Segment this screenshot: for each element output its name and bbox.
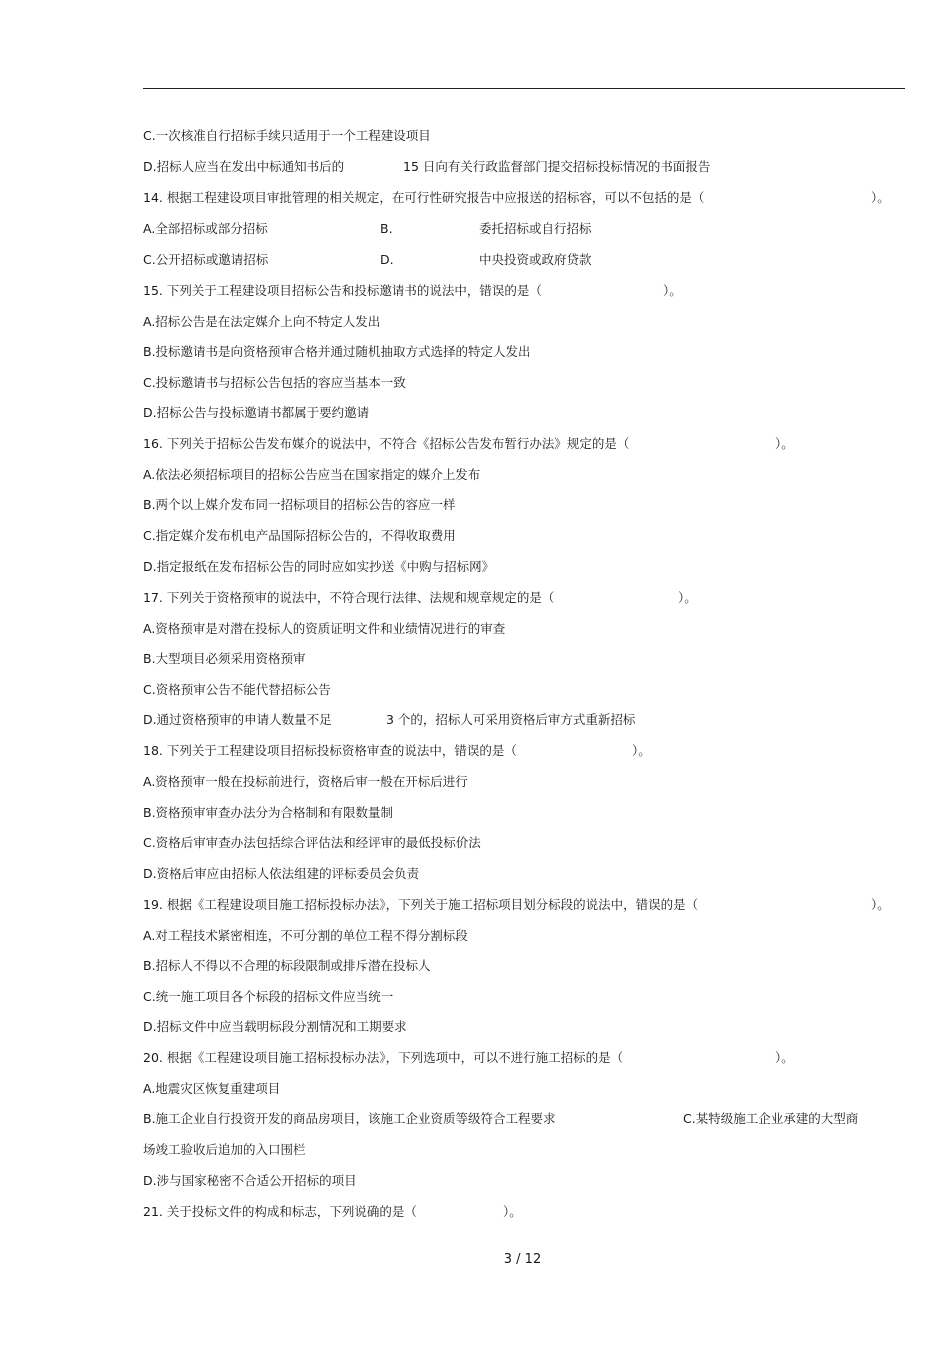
option-b-label: B. (380, 221, 393, 236)
question-stem: 19. 根据《工程建设项目施工招标投标办法》，下列关于施工招标项目划分标段的说法中，错误的是（ (143, 897, 699, 912)
option-d: D.通过资格预审的申请人数量不足 (143, 712, 332, 727)
option-a: A.招标公告是在法定媒介上向不特定人发出 (143, 314, 381, 329)
question-stem: 20. 根据《工程建设项目施工招标投标办法》，下列选项中，可以不进行施工招标的是（ (143, 1050, 624, 1065)
text-line (143, 1173, 357, 1189)
option-d: D.招标公告与投标邀请书都属于要约邀请 (143, 405, 370, 420)
option-a: A.资格预审一般在投标前进行，资格后审一般在开标后进行 (143, 774, 468, 789)
option-d-continued: 3 个的，招标人可采用资格后审方式重新招标 (386, 712, 636, 727)
option-a: A.依法必须招标项目的招标公告应当在国家指定的媒介上发布 (143, 467, 481, 482)
question-stem: 16. 下列关于招标公告发布媒介的说法中，不符合《招标公告发布暂行办法》规定的是（ (143, 436, 630, 451)
option-d-text: 中央投资或政府贷款 (479, 252, 592, 267)
answer-bracket-close: ）。 (678, 590, 697, 605)
text-line (143, 405, 369, 421)
header-rule (143, 88, 905, 89)
option-b-text: 委托招标或自行招标 (479, 221, 592, 236)
text-line (143, 497, 456, 513)
option-b: B.大型项目必须采用资格预审 (143, 651, 306, 666)
text-line (143, 1019, 407, 1035)
text-line (143, 528, 456, 544)
text-line (143, 344, 531, 360)
option-b: B.资格预审审查办法分为合格制和有限数量制 (143, 805, 394, 820)
option-c: C.投标邀请书与招标公告包括的容应当基本一致 (143, 375, 406, 390)
option-d: D.资格后审应由招标人依法组建的评标委员会负责 (143, 866, 420, 881)
option-b: B.投标邀请书是向资格预审合格并通过随机抽取方式选择的特定人发出 (143, 344, 531, 359)
option-a: A.对工程技术紧密相连，不可分割的单位工程不得分割标段 (143, 928, 468, 943)
text-line (143, 651, 306, 667)
option-c: C.公开招标或邀请招标 (143, 252, 269, 267)
text-line (143, 774, 468, 790)
text-line (143, 682, 331, 698)
option-c: C.某特级施工企业承建的大型商 (683, 1111, 859, 1126)
option-c-continued: 场竣工验收后追加的入口围栏 (143, 1142, 306, 1157)
text-line (143, 958, 431, 974)
text-line (143, 1142, 306, 1158)
option-b: B.两个以上媒介发布同一招标项目的招标公告的容应一样 (143, 497, 456, 512)
answer-bracket-close: ）。 (775, 1050, 794, 1065)
option-a: A.全部招标或部分招标 (143, 221, 268, 236)
option-a: A.资格预审是对潜在投标人的资质证明文件和业绩情况进行的审查 (143, 621, 506, 636)
text-line (143, 928, 468, 944)
question-stem: 14. 根据工程建设项目审批管理的相关规定，在可行性研究报告中应报送的招标容，可以不包括的是（ (143, 190, 705, 205)
option-b: B.施工企业自行投资开发的商品房项目，该施工企业资质等级符合工程要求 (143, 1111, 556, 1126)
answer-bracket-close: ）。 (775, 436, 794, 451)
line-text: C.一次核准自行招标手续只适用于一个工程建设项目 (143, 128, 431, 143)
option-d-label: D. (380, 252, 394, 267)
text-line (143, 621, 505, 637)
question-stem: 17. 下列关于资格预审的说法中，不符合现行法律、法规和规章规定的是（ (143, 590, 555, 605)
option-c: C.指定媒介发布机电产品国际招标公告的，不得收取费用 (143, 528, 456, 543)
text-line (143, 866, 419, 882)
option-d: D.招标文件中应当载明标段分割情况和工期要求 (143, 1019, 407, 1034)
text-line (143, 1081, 280, 1097)
option-d: D.指定报纸在发布招标公告的同时应如实抄送《中购与招标网》 (143, 559, 495, 574)
text-line (143, 805, 393, 821)
answer-bracket-close: ）。 (632, 743, 651, 758)
question-stem: 15. 下列关于工程建设项目招标公告和投标邀请书的说法中，错误的是（ (143, 283, 542, 298)
option-d: D.涉与国家秘密不合适公开招标的项目 (143, 1173, 357, 1188)
text-line (143, 375, 406, 391)
answer-bracket-close: ）。 (503, 1204, 522, 1219)
text-line (143, 467, 480, 483)
option-a: A.地震灾区恢复重建项目 (143, 1081, 281, 1096)
answer-bracket-close: ）。 (663, 283, 682, 298)
answer-bracket-close: ）。 (871, 190, 890, 205)
page-number: 3 / 12 (503, 1252, 542, 1267)
line-text: D.招标人应当在发出中标通知书后的 (143, 159, 345, 174)
text-line (143, 314, 380, 330)
line-text: 15 日向有关行政监督部门提交招标投标情况的书面报告 (403, 159, 711, 174)
option-c: C.资格预审公告不能代替招标公告 (143, 682, 331, 697)
text-line (143, 835, 481, 851)
text-line (143, 559, 494, 575)
option-c: C.统一施工项目各个标段的招标文件应当统一 (143, 989, 394, 1004)
question-stem: 21. 关于投标文件的构成和标志，下列说确的是（ (143, 1204, 417, 1219)
option-c: C.资格后审审查办法包括综合评估法和经评审的最低投标价法 (143, 835, 481, 850)
question-stem: 18. 下列关于工程建设项目招标投标资格审查的说法中，错误的是（ (143, 743, 517, 758)
text-line (143, 128, 431, 144)
answer-bracket-close: ）。 (871, 897, 890, 912)
text-line (143, 989, 393, 1005)
option-b: B.招标人不得以不合理的标段限制或排斥潜在投标人 (143, 958, 431, 973)
